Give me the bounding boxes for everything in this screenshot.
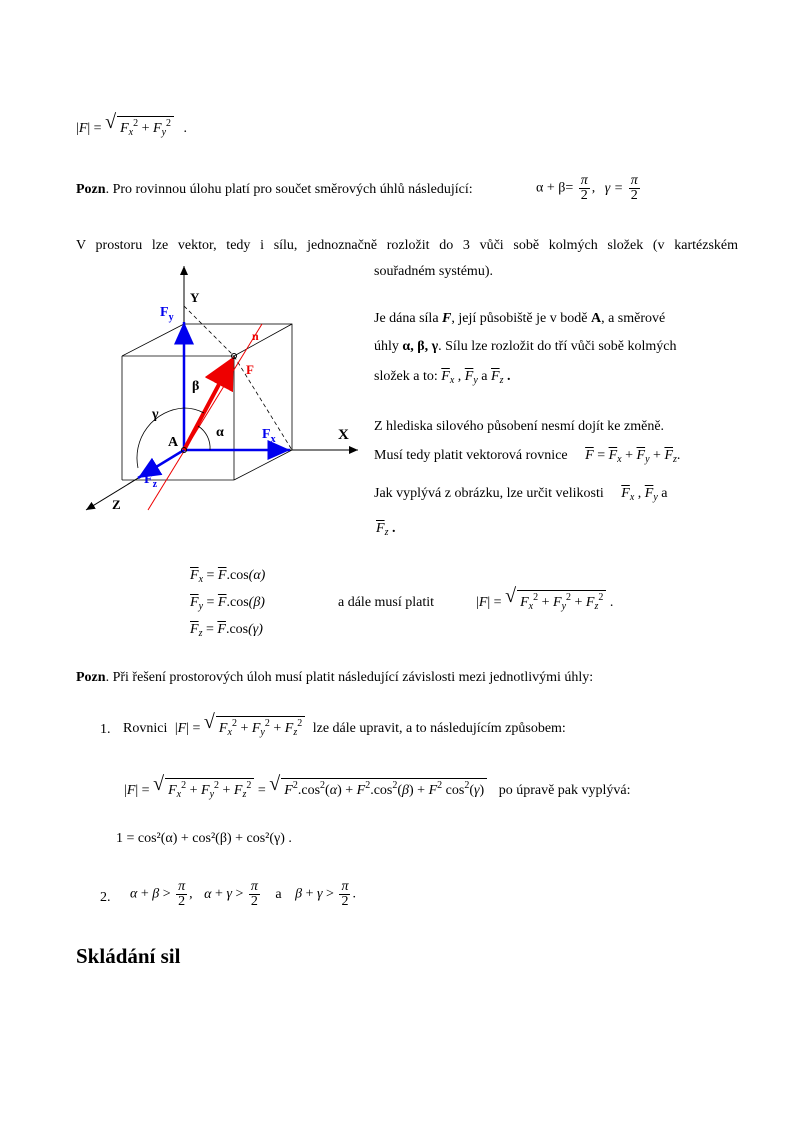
svg-text:Fz: $F_z$ <box>144 472 158 490</box>
right-p3-line1: Jak vyplývá z obrázku, lze určit velikosti $\overline{F}_x$ , $\overline{F}_y$ a <box>374 486 668 503</box>
svg-text:Fy: $F_y$ <box>160 305 174 323</box>
component-fy: $\overline{F}_y = \overline{F}.\cos(\beta)$ <box>190 595 265 612</box>
svg-text:F: F <box>246 362 254 377</box>
right-p2-line2: Musí tedy platit vektorová rovnice $\overline{F} = \overline{F}_x + \overline{F}_y + \overline{F}_z$. <box>374 448 681 465</box>
sqrt-2d: √ $F_x^2 + F_y^2$ <box>105 116 174 138</box>
dashed-projections <box>184 306 292 450</box>
arc-alpha <box>198 426 210 450</box>
svg-text:Y: Y <box>190 290 200 305</box>
item2-number: 2. <box>100 890 111 905</box>
svg-text:n: n <box>252 329 259 343</box>
svg-text:Z: Z <box>112 497 121 512</box>
line-of-action <box>148 324 262 510</box>
item1-number: 1. <box>100 722 111 737</box>
formula-magnitude-3d: |F| = √ $F_x^2 + F_y^2 + F_z^2$ . <box>476 585 614 612</box>
svg-text:Fx: $F_x$ <box>262 427 276 445</box>
right-p2-line1: Z hlediska silového působení nesmí dojít ke změně. <box>374 419 665 434</box>
right-p1-line2: úhly α, β, γ. Sílu lze rozložit do tří vůči sobě kolmých <box>374 339 677 354</box>
cube-edges <box>122 324 292 480</box>
section-heading: Skládání sil <box>76 944 181 968</box>
item1-result: 1 = cos²(α) + cos²(β) + cos²(γ) . <box>116 831 292 846</box>
components-middle-text: a dále musí platit <box>338 595 435 610</box>
item1-derivation: |F| = √ $F_x^2 + F_y^2 + F_z^2$ = √ $F^2.\cos^2(\alpha) + F^2.\cos^2(\beta) + F^2$ $\cos^2(\gamma)$ po úpravě pak vyplývá: <box>124 773 631 800</box>
force-decomposition-figure <box>76 258 366 518</box>
formula-magnitude-2d: |F| = √ $F_x^2 + F_y^2$ . <box>76 111 188 138</box>
pozn-spatial: Pozn. Při řešení prostorových úloh musí platit následující závislosti mezi jednotlivými úhly: <box>76 670 594 685</box>
vector-f <box>184 360 232 450</box>
right-p1-line1: Je dána síla F, její působiště je v bodě A, a směrové <box>374 311 666 326</box>
arc-beta <box>184 408 204 413</box>
planar-angle-formula: α + β= $\frac{\pi}{2}$ , γ = $\frac{\pi}{2}$ <box>536 173 638 203</box>
svg-text:α: α <box>216 425 224 440</box>
svg-text:γ: γ <box>152 407 159 422</box>
intro-line-1: V prostoru lze vektor, tedy i sílu, jednoznačně rozložit do 3 vůči sobě kolmých složek (v kartézském <box>76 238 738 253</box>
svg-text:X: X <box>338 427 349 443</box>
intro-line-2: souřadném systému). <box>374 264 493 279</box>
component-fz: $\overline{F}_z = \overline{F}.\cos(\gamma)$ <box>190 622 263 639</box>
component-fx: $\overline{F}_x = \overline{F}.\cos(\alpha)$ <box>190 568 266 585</box>
pozn-planar: Pozn. Pro rovinnou úlohu platí pro součet směrových úhlů následující: <box>76 182 473 197</box>
item1-line: Rovnici |F| = √ $F_x^2 + F_y^2 + F_z^2$ lze dále upravit, a to následujícím způsobem: <box>123 711 566 738</box>
svg-text:A: A <box>168 435 179 450</box>
right-p1-line3: složek a to: $\overline{F}_x$ , $\overline{F}_y$ a $\overline{F}_z$ . <box>374 369 511 386</box>
item2-inequalities: α + β > $\frac{\pi}{2}$ , α + γ > $\frac{\pi}{2}$ a β + γ > $\frac{\pi}{2}$ . <box>130 879 356 909</box>
right-p3-line2: $\overline{F}_z$ . <box>376 521 396 538</box>
svg-text:β: β <box>192 379 200 394</box>
